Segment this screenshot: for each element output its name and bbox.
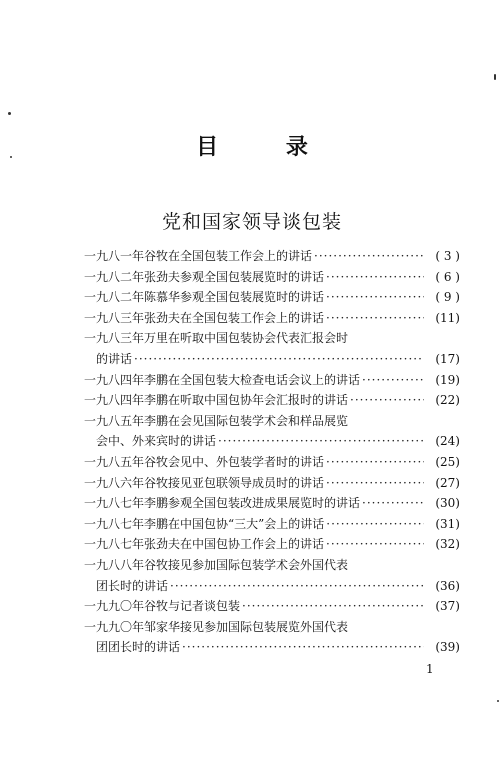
toc-entry-page: (30) xyxy=(435,496,460,511)
dot-leader xyxy=(326,452,424,473)
toc-entry-page: (25) xyxy=(435,454,460,469)
toc-entry-title: 一九八八年谷牧接见参加国际包装学术会外国代表 xyxy=(84,557,349,572)
toc-entry xyxy=(84,514,460,535)
toc-entry-title: 会中、外来宾时的讲话 xyxy=(96,434,217,449)
toc-entry xyxy=(84,308,460,329)
dot-leader xyxy=(314,246,424,267)
toc-entry xyxy=(84,267,460,288)
toc-entry-line xyxy=(84,514,460,535)
toc-entry-line xyxy=(84,431,460,452)
toc-entry-line xyxy=(84,349,460,370)
toc-entry xyxy=(84,452,460,473)
dot-leader xyxy=(362,493,424,514)
toc-entry-page: (39) xyxy=(435,640,460,655)
toc-entry-title: 一九八二年张劲夫参观全国包装展览时的讲话 xyxy=(84,269,325,284)
toc-entry-page: (31) xyxy=(435,516,460,531)
toc-entry-title: 一九八七年李鹏在中国包协“三大”会上的讲话 xyxy=(84,516,325,531)
dot-leader xyxy=(242,596,424,617)
toc-entry xyxy=(84,370,460,391)
toc-entry-title: 一九八三年张劲夫在全国包装工作会上的讲话 xyxy=(84,310,325,325)
toc-entry-line xyxy=(84,370,460,391)
toc-entry-title: 一九八七年李鹏参观全国包装改进成果展览时的讲话 xyxy=(84,496,361,511)
toc-entry xyxy=(84,534,460,555)
toc-entry-title: 一九八四年李鹏在听取中国包协年会汇报时的讲话 xyxy=(84,393,349,408)
toc-entry-title: 一九九〇年谷牧与记者谈包装 xyxy=(84,599,241,614)
toc-entry xyxy=(84,473,460,494)
toc-entry-page: (36) xyxy=(435,578,460,593)
toc-entry xyxy=(84,411,460,452)
toc-entry-title: 一九八一年谷牧在全国包装工作会上的讲话 xyxy=(84,249,313,263)
toc-entry-line xyxy=(84,308,460,329)
toc-entry-title: 一九九〇年邹家华接见参加国际包装展览外国代表 xyxy=(84,619,349,634)
toc-entry xyxy=(84,493,460,514)
dot-leader xyxy=(326,308,424,329)
dot-leader xyxy=(182,637,424,658)
toc-entry-line xyxy=(84,473,460,494)
toc-entry-line xyxy=(84,287,460,308)
dot-leader xyxy=(170,576,424,597)
dot-leader xyxy=(326,267,424,288)
table-of-contents xyxy=(84,246,460,658)
toc-entry xyxy=(84,390,460,411)
toc-entry-title: 团团长时的讲话 xyxy=(96,640,181,655)
toc-entry-title: 一九八六年谷牧接见亚包联领导成员时的讲话 xyxy=(84,475,325,490)
toc-entry-title: 一九八三年万里在听取中国包装协会代表汇报会时 xyxy=(84,331,349,346)
scan-speck xyxy=(10,156,12,158)
toc-entry xyxy=(84,287,460,308)
scan-speck xyxy=(8,112,11,115)
dot-leader xyxy=(326,534,424,555)
section-title: 党和国家领导谈包装 xyxy=(161,211,342,233)
toc-entry-page: (17) xyxy=(435,351,460,366)
toc-entry-title: 一九八五年李鹏在会见国际包装学术会和样品展览 xyxy=(84,413,349,428)
toc-entry xyxy=(84,246,460,267)
toc-entry-line xyxy=(84,328,460,349)
toc-entry-line xyxy=(84,576,460,597)
toc-entry-title: 团长时的讲话 xyxy=(96,578,169,593)
toc-entry-line xyxy=(84,267,460,288)
dot-leader xyxy=(134,349,424,370)
toc-entry-page: (11) xyxy=(435,310,460,325)
toc-entry-page: ( 3 ) xyxy=(435,249,460,263)
dot-leader xyxy=(326,514,424,535)
dot-leader xyxy=(326,287,424,308)
toc-entry-line xyxy=(84,534,460,555)
dot-leader xyxy=(218,431,424,452)
toc-entry-title: 一九八二年陈慕华参观全国包装展览时的讲话 xyxy=(84,290,325,305)
toc-entry-title: 一九八四年李鹏在全国包装大检查电话会议上的讲话 xyxy=(84,372,361,387)
toc-entry-page: (27) xyxy=(435,475,460,490)
toc-entry-page: (19) xyxy=(435,372,460,387)
toc-entry-title: 一九八五年谷牧会见中、外包装学者时的讲话 xyxy=(84,454,325,469)
toc-entry-line xyxy=(84,452,460,473)
dot-leader xyxy=(350,390,424,411)
toc-entry xyxy=(84,596,460,617)
toc-entry-title: 一九八七年张劲夫在中国包协工作会上的讲话 xyxy=(84,537,325,552)
toc-entry-line xyxy=(84,617,460,638)
toc-entry-line xyxy=(84,246,460,267)
toc-entry-page: (24) xyxy=(435,434,460,449)
toc-entry-line xyxy=(84,637,460,658)
toc-entry xyxy=(84,328,460,369)
toc-entry-title: 的讲话 xyxy=(96,351,133,366)
dot-leader xyxy=(326,473,424,494)
scan-speck xyxy=(494,74,496,80)
toc-entry xyxy=(84,617,460,658)
toc-entry-page: (22) xyxy=(435,393,460,408)
scan-speck xyxy=(497,700,499,702)
page-number: 1 xyxy=(426,662,434,676)
toc-entry-line xyxy=(84,596,460,617)
toc-entry-line xyxy=(84,493,460,514)
toc-entry-line xyxy=(84,411,460,432)
page-title: 目 录 xyxy=(196,134,338,160)
toc-entry-line xyxy=(84,555,460,576)
toc-entry xyxy=(84,555,460,596)
toc-entry-page: ( 9 ) xyxy=(435,290,460,305)
toc-entry-page: ( 6 ) xyxy=(435,269,460,284)
toc-entry-page: (32) xyxy=(435,537,460,552)
toc-entry-line xyxy=(84,390,460,411)
toc-entry-page: (37) xyxy=(435,599,460,614)
dot-leader xyxy=(362,370,424,391)
